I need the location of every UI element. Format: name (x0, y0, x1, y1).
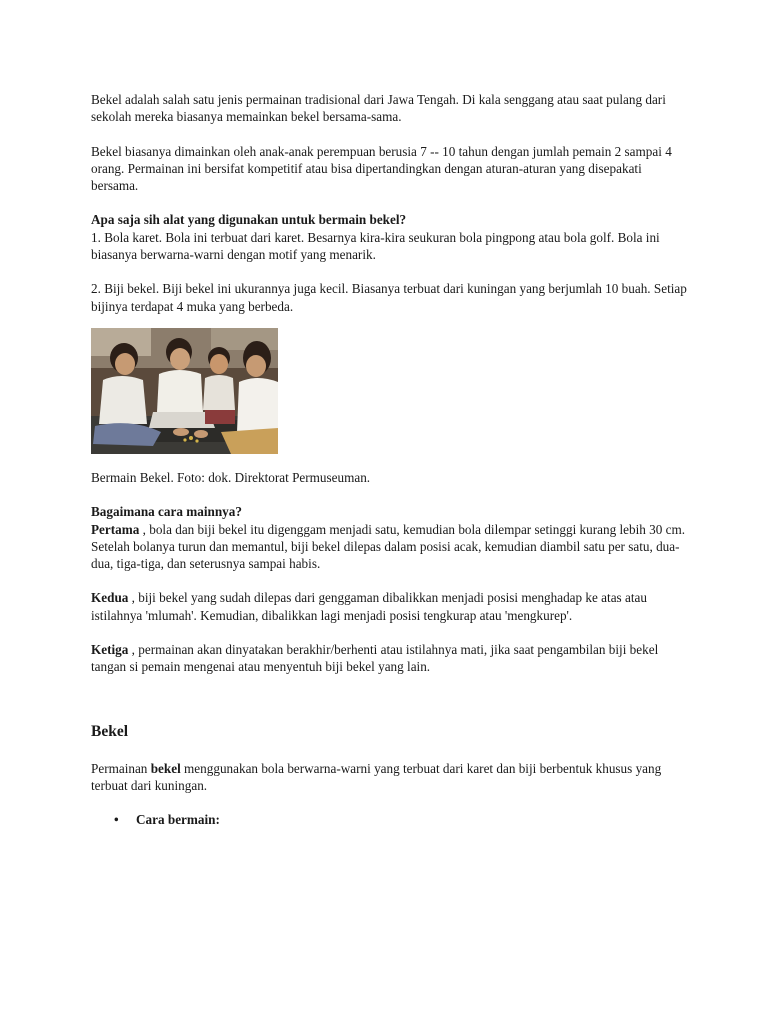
step-3-text: , permainan akan dinyatakan berakhir/berhenti atau istilahnya mati, jika saat pengambilan biji bekel tangan si pemain mengenai atau menyentuh biji bekel yang lain. (91, 642, 659, 675)
step-3-label: Ketiga (91, 642, 129, 658)
section-text-before: Permainan (91, 760, 151, 776)
section-text-after: menggunakan bola berwarna-warni yang terbuat dari karet dan biji berbentuk khusus yang terbuat dari kuningan. (91, 760, 662, 793)
intro-paragraph-2: Bekel biasanya dimainkan oleh anak-anak perempuan berusia 7 -- 10 tahun dengan jumlah pemain 2 sampai 4 orang. Permainan ini bersifat kompetitif atau bisa dipertandingkan dengan aturan-aturan yang disepakati bersama. (91, 143, 672, 194)
section-paragraph (91, 760, 691, 795)
list-item-label: Cara bermain: (136, 812, 220, 828)
step-1-text: , bola dan biji bekel itu digenggam menjadi satu, kemudian bola dilempar setinggi kurang lebih 30 cm. Setelah bolanya turun dan memantul, biji bekel dilepas dalam posisi acak, kemudian diambil satu per satu, dua-dua, tiga-tiga, dan seterusnya sampai habis. (91, 521, 686, 572)
intro-paragraph-1: Bekel adalah salah satu jenis permainan tradisional dari Jawa Tengah. Di kala senggang atau saat pulang dari sekolah mereka biasanya memainkan bekel bersama-sama. (91, 92, 666, 125)
howto-step-3 (91, 641, 691, 676)
step-2-label: Kedua (91, 590, 129, 606)
step-2-text: , biji bekel yang sudah dilepas dari genggaman dibalikkan menjadi posisi menghadap ke atas atau istilahnya 'mlumah'. Kemudian, dibalikkan lagi menjadi posisi tengkurap atau 'mengkurep'. (91, 590, 647, 623)
section-title: Bekel (91, 722, 129, 740)
tools-item-seeds: 2. Biji bekel. Biji bekel ini ukurannya juga kecil. Biasanya terbuat dari kuningan yang berjumlah 10 buah. Setiap bijinya terdapat 4 muka yang berbeda. (91, 281, 687, 314)
list-item (91, 811, 691, 828)
howto-step-1 (91, 521, 691, 573)
photo-caption: Bermain Bekel. Foto: dok. Direktorat Permuseuman. (91, 469, 371, 485)
howto-heading: Bagaimana cara mainnya? (91, 504, 242, 520)
children-playing-bekel-photo (91, 328, 278, 454)
tools-heading: Apa saja sih alat yang digunakan untuk bermain bekel? (91, 212, 407, 228)
step-1-label: Pertama (91, 521, 140, 537)
howto-step-2 (91, 589, 691, 624)
rules-list (91, 811, 691, 828)
document-page (91, 91, 691, 829)
tools-item-ball: 1. Bola karet. Bola ini terbuat dari karet. Besarnya kira-kira seukuran bola pingpong atau bola golf. Bola ini biasanya berwarna-warni dengan motif yang menarik. (91, 229, 660, 263)
section-text-bold: bekel (150, 760, 181, 776)
bullet-icon: • (114, 812, 119, 828)
